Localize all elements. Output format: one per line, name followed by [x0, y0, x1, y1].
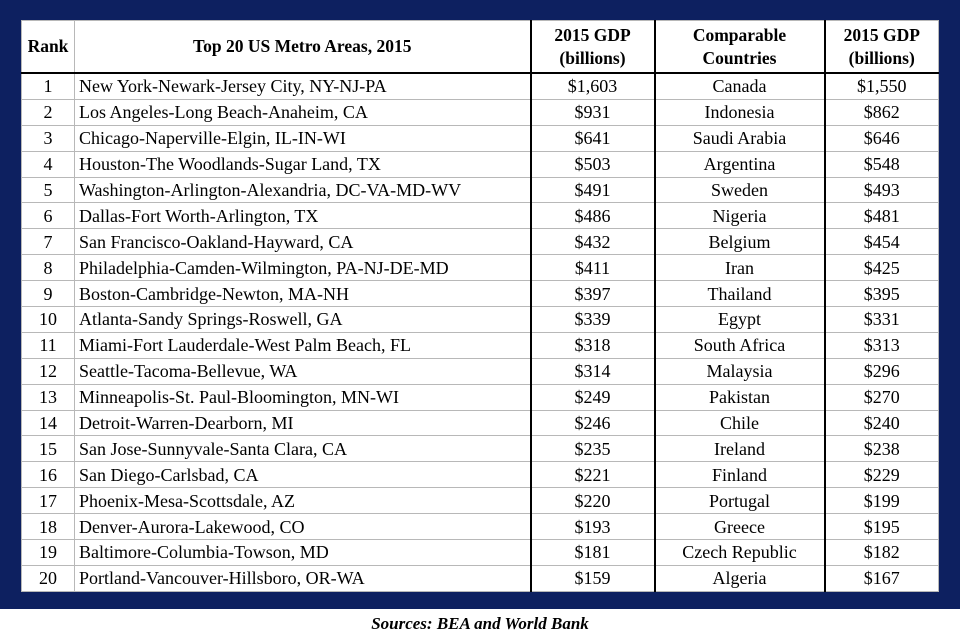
cell-comparable-country: Indonesia [655, 99, 825, 125]
cell-rank: 10 [22, 307, 75, 333]
cell-rank: 18 [22, 514, 75, 540]
cell-metro-gdp: $314 [531, 358, 655, 384]
header-country-line2: Countries [702, 47, 777, 68]
cell-rank: 20 [22, 565, 75, 591]
cell-rank: 16 [22, 462, 75, 488]
cell-country-gdp: $313 [825, 332, 939, 358]
cell-country-gdp: $182 [825, 540, 939, 566]
header-metro: Top 20 US Metro Areas, 2015 [75, 21, 531, 74]
cell-rank: 8 [22, 255, 75, 281]
cell-metro-area: Atlanta-Sandy Springs-Roswell, GA [75, 307, 531, 333]
table-body [22, 73, 939, 591]
table-row [22, 177, 939, 203]
table-row [22, 540, 939, 566]
cell-comparable-country: Belgium [655, 229, 825, 255]
cell-country-gdp: $425 [825, 255, 939, 281]
header-row [22, 21, 939, 74]
cell-country-gdp: $331 [825, 307, 939, 333]
cell-comparable-country: Greece [655, 514, 825, 540]
cell-comparable-country: Pakistan [655, 384, 825, 410]
cell-comparable-country: Argentina [655, 151, 825, 177]
cell-rank: 3 [22, 125, 75, 151]
cell-comparable-country: Nigeria [655, 203, 825, 229]
cell-metro-area: Portland-Vancouver-Hillsboro, OR-WA [75, 565, 531, 591]
cell-metro-area: Minneapolis-St. Paul-Bloomington, MN-WI [75, 384, 531, 410]
cell-metro-area: Seattle-Tacoma-Bellevue, WA [75, 358, 531, 384]
header-rank: Rank [22, 21, 75, 74]
cell-country-gdp: $195 [825, 514, 939, 540]
table-row [22, 565, 939, 591]
cell-metro-area: Boston-Cambridge-Newton, MA-NH [75, 281, 531, 307]
cell-metro-gdp: $397 [531, 281, 655, 307]
cell-metro-area: Los Angeles-Long Beach-Anaheim, CA [75, 99, 531, 125]
cell-metro-gdp: $249 [531, 384, 655, 410]
cell-country-gdp: $862 [825, 99, 939, 125]
cell-rank: 14 [22, 410, 75, 436]
cell-metro-area: Phoenix-Mesa-Scottsdale, AZ [75, 488, 531, 514]
table-row [22, 255, 939, 281]
cell-comparable-country: Malaysia [655, 358, 825, 384]
cell-comparable-country: Saudi Arabia [655, 125, 825, 151]
cell-comparable-country: Egypt [655, 307, 825, 333]
table-row [22, 514, 939, 540]
header-metro-gdp-line1: 2015 GDP [554, 24, 631, 45]
cell-rank: 19 [22, 540, 75, 566]
cell-rank: 5 [22, 177, 75, 203]
table-row [22, 203, 939, 229]
cell-metro-area: Detroit-Warren-Dearborn, MI [75, 410, 531, 436]
cell-rank: 4 [22, 151, 75, 177]
cell-country-gdp: $229 [825, 462, 939, 488]
table-row [22, 125, 939, 151]
cell-metro-gdp: $159 [531, 565, 655, 591]
source-caption: Sources: BEA and World Bank [371, 614, 589, 633]
cell-comparable-country: Ireland [655, 436, 825, 462]
header-country-line1: Comparable [692, 24, 787, 45]
cell-rank: 7 [22, 229, 75, 255]
table-row [22, 488, 939, 514]
cell-comparable-country: Czech Republic [655, 540, 825, 566]
cell-metro-area: Dallas-Fort Worth-Arlington, TX [75, 203, 531, 229]
cell-comparable-country: Thailand [655, 281, 825, 307]
cell-metro-area: Miami-Fort Lauderdale-West Palm Beach, FL [75, 332, 531, 358]
cell-metro-gdp: $411 [531, 255, 655, 281]
table-row [22, 462, 939, 488]
cell-metro-gdp: $220 [531, 488, 655, 514]
cell-metro-area: New York-Newark-Jersey City, NY-NJ-PA [75, 73, 531, 99]
cell-metro-gdp: $246 [531, 410, 655, 436]
cell-comparable-country: Canada [655, 73, 825, 99]
cell-metro-gdp: $503 [531, 151, 655, 177]
cell-metro-gdp: $931 [531, 99, 655, 125]
cell-metro-gdp: $193 [531, 514, 655, 540]
cell-metro-area: San Diego-Carlsbad, CA [75, 462, 531, 488]
cell-country-gdp: $454 [825, 229, 939, 255]
cell-metro-area: Denver-Aurora-Lakewood, CO [75, 514, 531, 540]
cell-rank: 2 [22, 99, 75, 125]
table-row [22, 151, 939, 177]
header-country-gdp-line2: (billions) [848, 47, 915, 68]
cell-comparable-country: South Africa [655, 332, 825, 358]
cell-rank: 12 [22, 358, 75, 384]
cell-rank: 6 [22, 203, 75, 229]
cell-metro-gdp: $221 [531, 462, 655, 488]
cell-country-gdp: $238 [825, 436, 939, 462]
cell-comparable-country: Iran [655, 255, 825, 281]
cell-rank: 15 [22, 436, 75, 462]
table-row [22, 384, 939, 410]
cell-metro-gdp: $1,603 [531, 73, 655, 99]
cell-country-gdp: $646 [825, 125, 939, 151]
cell-country-gdp: $481 [825, 203, 939, 229]
table-row [22, 307, 939, 333]
gdp-comparison-table [21, 20, 939, 592]
cell-metro-area: Chicago-Naperville-Elgin, IL-IN-WI [75, 125, 531, 151]
cell-country-gdp: $270 [825, 384, 939, 410]
cell-country-gdp: $296 [825, 358, 939, 384]
cell-country-gdp: $395 [825, 281, 939, 307]
table-row [22, 73, 939, 99]
cell-comparable-country: Finland [655, 462, 825, 488]
cell-metro-gdp: $486 [531, 203, 655, 229]
table-row [22, 229, 939, 255]
header-country [655, 21, 825, 74]
cell-metro-gdp: $339 [531, 307, 655, 333]
cell-comparable-country: Algeria [655, 565, 825, 591]
cell-rank: 11 [22, 332, 75, 358]
table-row [22, 436, 939, 462]
cell-country-gdp: $493 [825, 177, 939, 203]
cell-metro-gdp: $491 [531, 177, 655, 203]
cell-metro-area: Houston-The Woodlands-Sugar Land, TX [75, 151, 531, 177]
header-country-gdp [825, 21, 939, 74]
table-row [22, 281, 939, 307]
header-metro-gdp [531, 21, 655, 74]
cell-country-gdp: $1,550 [825, 73, 939, 99]
cell-comparable-country: Portugal [655, 488, 825, 514]
table-row [22, 358, 939, 384]
cell-rank: 1 [22, 73, 75, 99]
cell-metro-area: San Jose-Sunnyvale-Santa Clara, CA [75, 436, 531, 462]
cell-rank: 17 [22, 488, 75, 514]
table-row [22, 332, 939, 358]
cell-country-gdp: $240 [825, 410, 939, 436]
cell-metro-gdp: $181 [531, 540, 655, 566]
cell-metro-gdp: $235 [531, 436, 655, 462]
header-country-gdp-line1: 2015 GDP [843, 24, 920, 45]
cell-country-gdp: $199 [825, 488, 939, 514]
header-metro-gdp-line2: (billions) [559, 47, 626, 68]
cell-metro-area: Philadelphia-Camden-Wilmington, PA-NJ-DE-MD [75, 255, 531, 281]
cell-rank: 9 [22, 281, 75, 307]
cell-country-gdp: $167 [825, 565, 939, 591]
cell-comparable-country: Sweden [655, 177, 825, 203]
cell-metro-area: San Francisco-Oakland-Hayward, CA [75, 229, 531, 255]
cell-rank: 13 [22, 384, 75, 410]
cell-metro-gdp: $641 [531, 125, 655, 151]
table-row [22, 410, 939, 436]
cell-metro-gdp: $432 [531, 229, 655, 255]
table-row [22, 99, 939, 125]
cell-metro-area: Washington-Arlington-Alexandria, DC-VA-MD-WV [75, 177, 531, 203]
cell-metro-gdp: $318 [531, 332, 655, 358]
cell-country-gdp: $548 [825, 151, 939, 177]
cell-comparable-country: Chile [655, 410, 825, 436]
cell-metro-area: Baltimore-Columbia-Towson, MD [75, 540, 531, 566]
